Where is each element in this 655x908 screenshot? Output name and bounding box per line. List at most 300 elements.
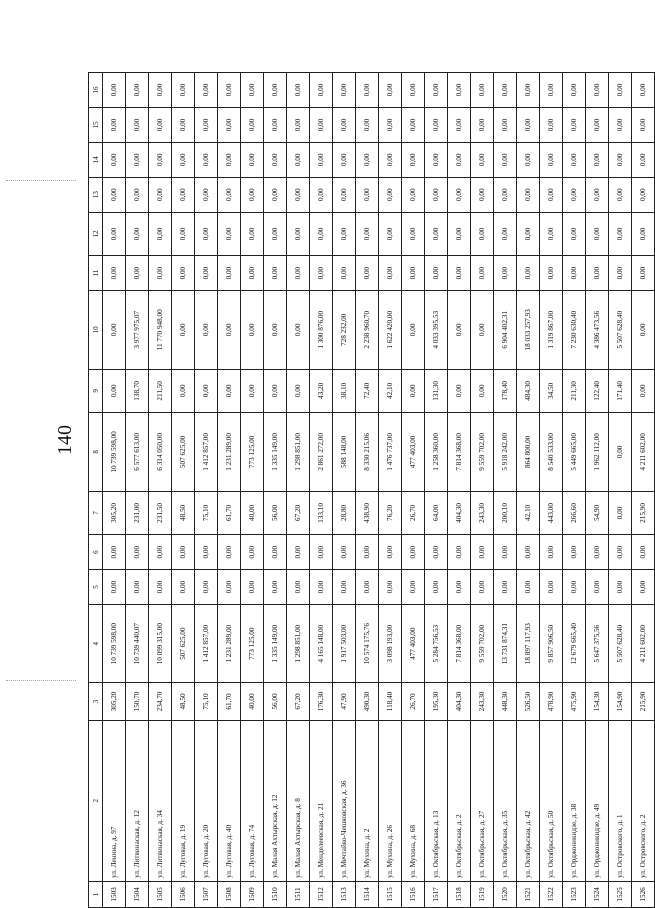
value-cell: 0,00 — [494, 73, 517, 108]
row-number-cell: 1517 — [425, 881, 448, 907]
value-cell: 195,30 — [425, 683, 448, 720]
value-cell: 0,00 — [586, 570, 609, 605]
value-cell: 0,00 — [471, 177, 494, 212]
value-cell: 0,00 — [218, 212, 241, 256]
value-cell: 0,00 — [218, 73, 241, 108]
value-cell: 154,90 — [609, 683, 632, 720]
value-cell: 1 412 857,00 — [195, 604, 218, 682]
value-cell: 0,00 — [149, 73, 172, 108]
row-number-cell: 1508 — [218, 881, 241, 907]
value-cell: 4 211 602,00 — [632, 604, 655, 682]
value-cell: 0,00 — [356, 212, 379, 256]
value-cell: 0,00 — [471, 570, 494, 605]
value-cell: 404,30 — [448, 491, 471, 535]
value-cell: 42,10 — [379, 369, 402, 413]
value-cell: 0,00 — [333, 535, 356, 570]
margin-mark — [6, 680, 76, 681]
value-cell: 0,00 — [126, 142, 149, 177]
value-cell: 0,00 — [126, 256, 149, 291]
value-cell: 0,00 — [149, 570, 172, 605]
value-cell: 0,00 — [264, 107, 287, 142]
value-cell: 0,00 — [517, 142, 540, 177]
value-cell: 0,00 — [494, 570, 517, 605]
value-cell: 10 574 175,76 — [356, 604, 379, 682]
address-cell: ул. Октябрьская, д. 2 — [448, 720, 471, 881]
value-cell: 484,30 — [517, 369, 540, 413]
value-cell: 0,00 — [126, 570, 149, 605]
value-cell: 0,00 — [241, 535, 264, 570]
value-cell: 0,00 — [402, 291, 425, 369]
value-cell: 1 476 737,00 — [379, 413, 402, 491]
value-cell: 0,00 — [195, 107, 218, 142]
value-cell: 1 231 289,00 — [218, 413, 241, 491]
value-cell: 0,00 — [379, 570, 402, 605]
value-cell: 26,70 — [402, 683, 425, 720]
value-cell: 0,00 — [333, 142, 356, 177]
address-cell: ул. Менделеевская, д. 21 — [310, 720, 333, 881]
table-row — [333, 73, 356, 908]
value-cell: 5 507 628,40 — [609, 604, 632, 682]
value-cell: 0,00 — [517, 535, 540, 570]
row-number-cell: 1507 — [195, 881, 218, 907]
table-row — [264, 73, 287, 908]
column-header: 14 — [89, 142, 103, 177]
value-cell: 0,00 — [126, 212, 149, 256]
table-row — [609, 73, 632, 908]
value-cell: 0,00 — [172, 369, 195, 413]
value-cell: 0,00 — [494, 177, 517, 212]
value-cell: 0,00 — [218, 570, 241, 605]
value-cell: 0,00 — [218, 177, 241, 212]
value-cell: 864 800,00 — [517, 413, 540, 491]
value-cell: 0,00 — [517, 212, 540, 256]
value-cell: 0,00 — [494, 535, 517, 570]
value-cell: 0,00 — [402, 369, 425, 413]
value-cell: 0,00 — [195, 535, 218, 570]
value-cell: 0,00 — [448, 535, 471, 570]
column-header: 5 — [89, 570, 103, 605]
value-cell: 7 230 630,40 — [563, 291, 586, 369]
table-row — [379, 73, 402, 908]
table-row — [241, 73, 264, 908]
address-cell: ул. Мухина, д. 68 — [402, 720, 425, 881]
value-cell: 0,00 — [287, 256, 310, 291]
row-number-cell: 1511 — [287, 881, 310, 907]
value-cell: 0,00 — [356, 142, 379, 177]
value-cell: 3 098 193,00 — [379, 604, 402, 682]
value-cell: 0,00 — [563, 256, 586, 291]
value-cell: 0,00 — [402, 142, 425, 177]
value-cell: 305,20 — [103, 683, 126, 720]
value-cell: 0,00 — [448, 177, 471, 212]
value-cell: 9 559 702,00 — [471, 413, 494, 491]
value-cell: 1 298 851,00 — [287, 604, 310, 682]
value-cell: 0,00 — [264, 369, 287, 413]
value-cell: 0,00 — [103, 570, 126, 605]
value-cell: 0,00 — [218, 535, 241, 570]
value-cell: 0,00 — [448, 256, 471, 291]
value-cell: 0,00 — [333, 570, 356, 605]
value-cell: 0,00 — [195, 177, 218, 212]
value-cell: 0,00 — [540, 535, 563, 570]
value-cell: 0,00 — [241, 291, 264, 369]
row-number-cell: 1521 — [517, 881, 540, 907]
value-cell: 0,00 — [310, 212, 333, 256]
value-cell: 0,00 — [632, 291, 655, 369]
value-cell: 75,10 — [195, 683, 218, 720]
row-number-cell: 1524 — [586, 881, 609, 907]
value-cell: 48,50 — [172, 683, 195, 720]
value-cell: 0,00 — [103, 535, 126, 570]
address-cell: ул. Орджоникидзе, д. 49 — [586, 720, 609, 881]
column-header: 12 — [89, 212, 103, 256]
value-cell: 773 125,00 — [241, 604, 264, 682]
value-cell: 6 577 613,00 — [126, 413, 149, 491]
row-number-cell: 1513 — [333, 881, 356, 907]
column-header: 13 — [89, 177, 103, 212]
value-cell: 118,40 — [379, 683, 402, 720]
value-cell: 243,30 — [471, 683, 494, 720]
address-cell: ул. Орджоникидзе, д. 38 — [563, 720, 586, 881]
value-cell: 0,00 — [609, 413, 632, 491]
value-cell: 728 232,00 — [333, 291, 356, 369]
row-number-cell: 1506 — [172, 881, 195, 907]
data-table-container — [88, 72, 647, 908]
row-number-cell: 1510 — [264, 881, 287, 907]
value-cell: 0,00 — [172, 212, 195, 256]
value-cell: 0,00 — [287, 212, 310, 256]
value-cell: 0,00 — [333, 107, 356, 142]
value-cell: 0,00 — [379, 142, 402, 177]
value-cell: 0,00 — [609, 491, 632, 535]
table-row — [448, 73, 471, 908]
value-cell: 477 403,00 — [402, 413, 425, 491]
value-cell: 507 625,00 — [172, 413, 195, 491]
row-number-cell: 1520 — [494, 881, 517, 907]
value-cell: 122,40 — [586, 369, 609, 413]
value-cell: 18 033 257,93 — [517, 291, 540, 369]
value-cell: 0,00 — [195, 212, 218, 256]
value-cell: 64,00 — [425, 491, 448, 535]
value-cell: 0,00 — [540, 570, 563, 605]
value-cell: 0,00 — [609, 177, 632, 212]
table-row — [517, 73, 540, 908]
row-number-cell: 1519 — [471, 881, 494, 907]
value-cell: 4 211 602,00 — [632, 413, 655, 491]
value-cell: 0,00 — [471, 73, 494, 108]
row-number-cell: 1509 — [241, 881, 264, 907]
value-cell: 0,00 — [632, 142, 655, 177]
value-cell: 138,70 — [126, 369, 149, 413]
value-cell: 5 449 665,00 — [563, 413, 586, 491]
value-cell: 0,00 — [103, 212, 126, 256]
value-cell: 477 403,00 — [402, 604, 425, 682]
address-cell: ул. Мухина, д. 26 — [379, 720, 402, 881]
table-header-row — [89, 73, 103, 908]
value-cell: 478,90 — [540, 683, 563, 720]
value-cell: 7 814 368,00 — [448, 604, 471, 682]
value-cell: 215,90 — [632, 683, 655, 720]
value-cell: 0,00 — [540, 212, 563, 256]
address-cell: ул. Островского, д. 2 — [632, 720, 655, 881]
value-cell: 0,00 — [126, 73, 149, 108]
column-header: 6 — [89, 535, 103, 570]
value-cell: 10 739 440,07 — [126, 604, 149, 682]
value-cell: 0,00 — [517, 570, 540, 605]
value-cell: 47,90 — [333, 683, 356, 720]
table-row — [310, 73, 333, 908]
value-cell: 211,50 — [149, 369, 172, 413]
value-cell: 54,90 — [586, 491, 609, 535]
value-cell: 6 314 050,00 — [149, 413, 172, 491]
value-cell: 4 033 395,53 — [425, 291, 448, 369]
value-cell: 0,00 — [609, 142, 632, 177]
value-cell: 0,00 — [448, 369, 471, 413]
value-cell: 0,00 — [402, 212, 425, 256]
row-number-cell: 1515 — [379, 881, 402, 907]
value-cell: 0,00 — [379, 177, 402, 212]
value-cell: 0,00 — [517, 256, 540, 291]
column-header: 1 — [89, 881, 103, 907]
value-cell: 0,00 — [195, 142, 218, 177]
table-row — [586, 73, 609, 908]
value-cell: 0,00 — [563, 177, 586, 212]
row-number-cell: 1512 — [310, 881, 333, 907]
value-cell: 773 125,00 — [241, 413, 264, 491]
value-cell: 0,00 — [494, 256, 517, 291]
address-cell: ул. Октябрьская, д. 13 — [425, 720, 448, 881]
value-cell: 0,00 — [264, 291, 287, 369]
value-cell: 0,00 — [103, 142, 126, 177]
table-row — [494, 73, 517, 908]
value-cell: 0,00 — [425, 212, 448, 256]
value-cell: 448,30 — [494, 683, 517, 720]
value-cell: 0,00 — [402, 570, 425, 605]
value-cell: 1 319 867,00 — [540, 291, 563, 369]
value-cell: 0,00 — [103, 107, 126, 142]
value-cell: 42,10 — [517, 491, 540, 535]
value-cell: 0,00 — [379, 535, 402, 570]
value-cell: 48,50 — [172, 491, 195, 535]
value-cell: 211,30 — [563, 369, 586, 413]
value-cell: 0,00 — [264, 535, 287, 570]
value-cell: 12 679 665,40 — [563, 604, 586, 682]
row-number-cell: 1516 — [402, 881, 425, 907]
value-cell: 0,00 — [586, 535, 609, 570]
value-cell: 38,10 — [333, 369, 356, 413]
value-cell: 0,00 — [333, 177, 356, 212]
value-cell: 0,00 — [172, 291, 195, 369]
value-cell: 0,00 — [264, 256, 287, 291]
value-cell: 5 507 628,40 — [609, 291, 632, 369]
value-cell: 0,00 — [218, 142, 241, 177]
value-cell: 305,20 — [103, 491, 126, 535]
value-cell: 1 962 112,00 — [586, 413, 609, 491]
address-cell: ул. Луговая, д. 74 — [241, 720, 264, 881]
value-cell: 0,00 — [310, 256, 333, 291]
value-cell: 10 739 598,00 — [103, 604, 126, 682]
table-row — [471, 73, 494, 908]
value-cell: 0,00 — [310, 73, 333, 108]
value-cell: 75,10 — [195, 491, 218, 535]
value-cell: 171,40 — [609, 369, 632, 413]
value-cell: 0,00 — [287, 535, 310, 570]
value-cell: 0,00 — [333, 256, 356, 291]
value-cell: 0,00 — [241, 73, 264, 108]
row-number-cell: 1503 — [103, 881, 126, 907]
value-cell: 0,00 — [241, 107, 264, 142]
value-cell: 76,20 — [379, 491, 402, 535]
value-cell: 0,00 — [471, 535, 494, 570]
row-number-cell: 1523 — [563, 881, 586, 907]
value-cell: 0,00 — [379, 256, 402, 291]
value-cell: 0,00 — [632, 535, 655, 570]
value-cell: 40,00 — [241, 491, 264, 535]
value-cell: 176,30 — [310, 683, 333, 720]
value-cell: 0,00 — [172, 535, 195, 570]
row-number-cell: 1518 — [448, 881, 471, 907]
value-cell: 0,00 — [241, 256, 264, 291]
value-cell: 0,00 — [425, 256, 448, 291]
value-cell: 18 897 117,93 — [517, 604, 540, 682]
row-number-cell: 1514 — [356, 881, 379, 907]
value-cell: 0,00 — [379, 212, 402, 256]
value-cell: 5 918 242,00 — [494, 413, 517, 491]
value-cell: 0,00 — [195, 570, 218, 605]
row-number-cell: 1522 — [540, 881, 563, 907]
table-row — [195, 73, 218, 908]
value-cell: 0,00 — [563, 142, 586, 177]
address-cell: ул. Мухина, д. 2 — [356, 720, 379, 881]
value-cell: 2 861 272,00 — [310, 413, 333, 491]
column-header: 16 — [89, 73, 103, 108]
value-cell: 10 739 598,00 — [103, 413, 126, 491]
column-header: 3 — [89, 683, 103, 720]
row-number-cell: 1526 — [632, 881, 655, 907]
value-cell: 0,00 — [471, 107, 494, 142]
value-cell: 0,00 — [563, 73, 586, 108]
value-cell: 0,00 — [356, 256, 379, 291]
value-cell: 0,00 — [149, 142, 172, 177]
value-cell: 0,00 — [241, 570, 264, 605]
value-cell: 0,00 — [287, 177, 310, 212]
value-cell: 0,00 — [356, 73, 379, 108]
value-cell: 0,00 — [356, 107, 379, 142]
table-row — [172, 73, 195, 908]
value-cell: 588 148,00 — [333, 413, 356, 491]
value-cell: 0,00 — [264, 212, 287, 256]
column-header: 4 — [89, 604, 103, 682]
value-cell: 0,00 — [632, 73, 655, 108]
row-number-cell: 1504 — [126, 881, 149, 907]
value-cell: 0,00 — [287, 570, 310, 605]
value-cell: 1 298 851,00 — [287, 413, 310, 491]
value-cell: 0,00 — [609, 73, 632, 108]
value-cell: 0,00 — [425, 142, 448, 177]
value-cell: 0,00 — [264, 177, 287, 212]
value-cell: 0,00 — [632, 107, 655, 142]
value-cell: 0,00 — [103, 177, 126, 212]
value-cell: 0,00 — [126, 107, 149, 142]
address-cell: ул. Октябрьская, д. 35 — [494, 720, 517, 881]
value-cell: 4 165 148,00 — [310, 604, 333, 682]
value-cell: 0,00 — [425, 177, 448, 212]
value-cell: 34,50 — [540, 369, 563, 413]
value-cell: 234,70 — [149, 683, 172, 720]
value-cell: 0,00 — [149, 535, 172, 570]
value-cell: 0,00 — [310, 177, 333, 212]
value-cell: 0,00 — [264, 73, 287, 108]
column-header: 2 — [89, 720, 103, 881]
value-cell: 0,00 — [586, 177, 609, 212]
value-cell: 11 770 948,00 — [149, 291, 172, 369]
value-cell: 0,00 — [218, 107, 241, 142]
value-cell: 0,00 — [218, 369, 241, 413]
value-cell: 131,30 — [425, 369, 448, 413]
address-cell: ул. Литвинаская, д. 12 — [126, 720, 149, 881]
value-cell: 8 330 215,06 — [356, 413, 379, 491]
value-cell: 404,30 — [448, 683, 471, 720]
address-cell: ул. Октябрьская, д. 27 — [471, 720, 494, 881]
address-cell: ул. Литвинаская, д. 34 — [149, 720, 172, 881]
table-row — [425, 73, 448, 908]
value-cell: 0,00 — [333, 212, 356, 256]
value-cell: 0,00 — [540, 177, 563, 212]
value-cell: 0,00 — [402, 73, 425, 108]
value-cell: 0,00 — [448, 107, 471, 142]
value-cell: 7 814 368,00 — [448, 413, 471, 491]
value-cell: 0,00 — [494, 142, 517, 177]
table-row — [632, 73, 655, 908]
value-cell: 0,00 — [517, 107, 540, 142]
address-cell: ул. Луговая, д. 19 — [172, 720, 195, 881]
value-cell: 0,00 — [494, 212, 517, 256]
value-cell: 0,00 — [632, 212, 655, 256]
value-cell: 0,00 — [494, 107, 517, 142]
value-cell: 3 977 975,07 — [126, 291, 149, 369]
address-cell: ул. Малая Ахтырская, д. 8 — [287, 720, 310, 881]
value-cell: 0,00 — [218, 291, 241, 369]
page-number: 140 — [54, 425, 76, 455]
value-cell: 200,10 — [494, 491, 517, 535]
value-cell: 243,30 — [471, 491, 494, 535]
value-cell: 0,00 — [195, 369, 218, 413]
address-cell: ул. Островского, д. 1 — [609, 720, 632, 881]
value-cell: 0,00 — [379, 107, 402, 142]
value-cell: 0,00 — [126, 177, 149, 212]
value-cell: 13 731 874,31 — [494, 604, 517, 682]
value-cell: 0,00 — [448, 570, 471, 605]
value-cell: 26,70 — [402, 491, 425, 535]
value-cell: 231,00 — [126, 491, 149, 535]
value-cell: 0,00 — [172, 177, 195, 212]
value-cell: 0,00 — [586, 73, 609, 108]
value-cell: 0,00 — [126, 535, 149, 570]
column-header: 7 — [89, 491, 103, 535]
value-cell: 438,90 — [356, 491, 379, 535]
value-cell: 0,00 — [425, 73, 448, 108]
address-cell: ул. Октябрьская, д. 50 — [540, 720, 563, 881]
value-cell: 0,00 — [471, 256, 494, 291]
value-cell: 0,00 — [632, 369, 655, 413]
column-header: 9 — [89, 369, 103, 413]
value-cell: 0,00 — [287, 107, 310, 142]
value-cell: 0,00 — [310, 535, 333, 570]
value-cell: 154,30 — [586, 683, 609, 720]
column-header: 15 — [89, 107, 103, 142]
value-cell: 0,00 — [471, 212, 494, 256]
value-cell: 56,00 — [264, 683, 287, 720]
